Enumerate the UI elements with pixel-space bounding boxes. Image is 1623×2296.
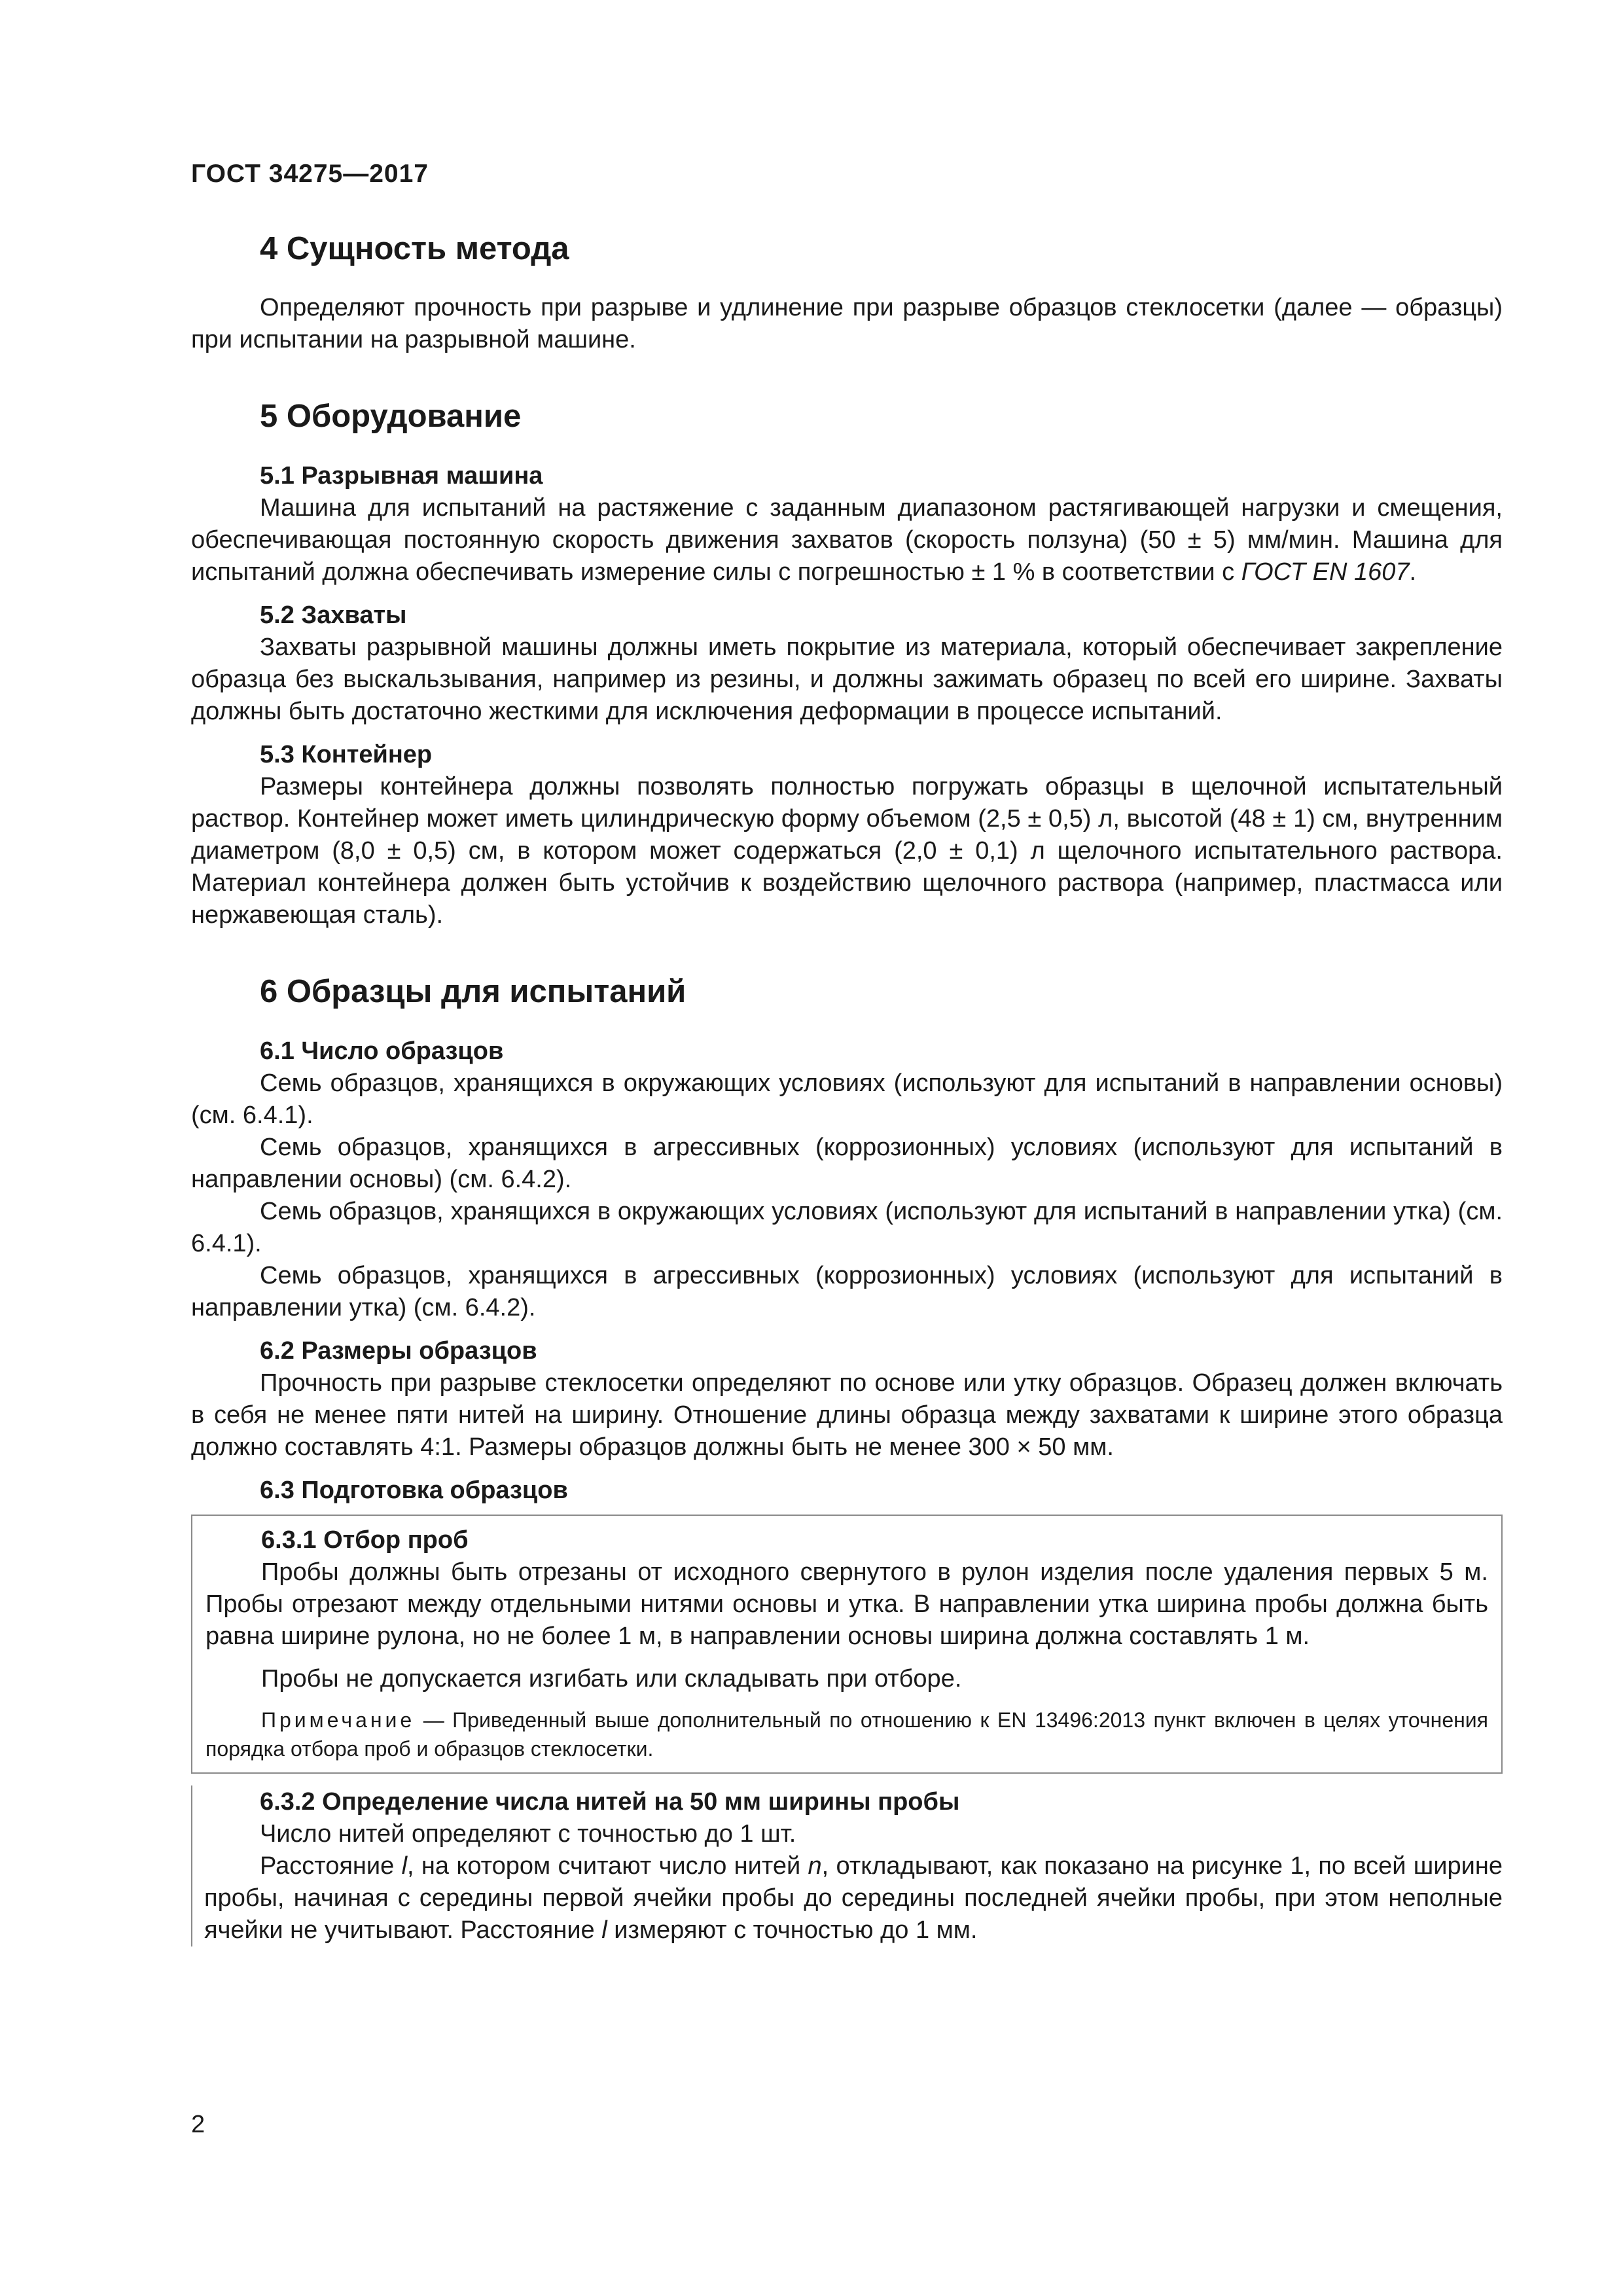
section-4-heading: 4 Сущность метода <box>260 231 569 266</box>
s632-text-b: , на котором считают число нитей <box>407 1852 808 1880</box>
note-text: — Приведенный выше дополнительный по отношению к EN 13496:2013 пункт включен в целях уточнения порядка отбора проб и образцов стеклосетки. <box>205 1708 1488 1761</box>
section-5-1-heading: 5.1 Разрывная машина <box>260 462 543 490</box>
section-5-2-paragraph: Захваты разрывной машины должны иметь покрытие из материала, который обеспечивает закрепление образца без выскальзывания, например из резины, и должны зажимать образец по всей его ширине. Захваты должны быть достаточно жесткими для исключения деформации в процессе испытаний. <box>191 634 1503 725</box>
document-body <box>191 229 1503 1946</box>
section-6-1-paragraph-4: Семь образцов, хранящихся в агрессивных (коррозионных) условиях (используют для испытаний в направлении утка) (см. 6.4.2). <box>191 1262 1503 1321</box>
section-6-2-paragraph: Прочность при разрыве стеклосетки определяют по основе или утку образцов. Образец должен включать в себя не менее пяти нитей на ширину. Отношение длины образца между захватами к ширине этого образца должно составлять 4:1. Размеры образцов должны быть не менее 300 × 50 мм. <box>191 1369 1503 1461</box>
section-6-3-2-marked-block <box>191 1785 1503 1946</box>
section-5-1-paragraph <box>191 492 1503 588</box>
section-5-2-heading: 5.2 Захваты <box>260 601 407 629</box>
section-6-1-paragraph-2: Семь образцов, хранящихся в агрессивных (коррозионных) условиях (используют для испытаний в направлении основы) (см. 6.4.2). <box>191 1134 1503 1193</box>
section-6-3-heading: 6.3 Подготовка образцов <box>260 1477 568 1504</box>
section-6-heading: 6 Образцы для испытаний <box>260 974 687 1009</box>
section-6-2-heading: 6.2 Размеры образцов <box>260 1337 537 1365</box>
section-5-3-paragraph: Размеры контейнера должны позволять полностью погружать образцы в щелочной испытательный раствор. Контейнер может иметь цилиндрическую форму объемом (2,5 ± 0,5) л, высотой (48 ± 1) см, внутренним диаметром (8,0 ± 0,5) см, в котором может содержаться (2,0 ± 0,1) л щелочного испытательного раствора. Материал контейнера должен быть устойчив к воздействию щелочного раствора (например, пластмасса или нержавеющая сталь). <box>191 773 1503 929</box>
s632-text-d: измеряют с точностью до 1 мм. <box>607 1916 978 1944</box>
s632-text-a: Расстояние <box>260 1852 402 1880</box>
var-l: l <box>401 1852 408 1880</box>
section-6-3-1-boxed-block <box>191 1515 1503 1774</box>
section-6-3-2-paragraph-2 <box>204 1850 1503 1946</box>
section-5-1-text: Машина для испытаний на растяжение с заданным диапазоном растягивающей нагрузки и смещения, обеспечивающая постоянную скорость движения захватов (скорость ползуна) (50 ± 5) мм/мин. Машина для испытаний должна обеспечивать измерение силы с погрешностью ± 1 % в соответствии с <box>191 494 1503 586</box>
page-number: 2 <box>191 2111 205 2138</box>
gost-reference: ГОСТ EN 1607 <box>1241 558 1410 586</box>
section-6-3-1-note <box>205 1706 1488 1763</box>
section-5-heading: 5 Оборудование <box>260 399 522 434</box>
s632-text-c: , откладывают, как показано на рисунке 1, по всей ширине пробы, начиная с середины первой ячейки пробы до середины последней ячейки пробы, при этом неполные ячейки не учитывают. Расстояние <box>204 1852 1503 1944</box>
document-header: ГОСТ 34275—2017 <box>191 160 429 188</box>
section-6-3-2-heading: 6.3.2 Определение числа нитей на 50 мм ширины пробы <box>260 1788 960 1816</box>
section-6-1-paragraph-3: Семь образцов, хранящихся в окружающих условиях (используют для испытаний в направлении утка) (см. 6.4.1). <box>191 1198 1503 1257</box>
section-5-3-heading: 5.3 Контейнер <box>260 741 433 768</box>
section-6-1-paragraph-1: Семь образцов, хранящихся в окружающих условиях (используют для испытаний в направлении основы) (см. 6.4.1). <box>191 1069 1503 1129</box>
section-6-3-1-paragraph-1: Пробы должны быть отрезаны от исходного свернутого в рулон изделия после удаления первых 5 м. Пробы отрезают между отдельными нитями основы и утка. В направлении утка ширина пробы должна быть равна ширине рулона, но не более 1 м, в направлении основы ширина должна составлять 1 м. <box>205 1558 1488 1650</box>
note-label: Примечание <box>261 1708 416 1732</box>
section-4-paragraph: Определяют прочность при разрыве и удлинение при разрыве образцов стеклосетки (далее — образцы) при испытании на разрывной машине. <box>191 294 1503 353</box>
var-n: n <box>808 1852 822 1880</box>
section-6-3-1-paragraph-2: Пробы не допускается изгибать или складывать при отборе. <box>261 1665 962 1693</box>
section-6-1-heading: 6.1 Число образцов <box>260 1037 504 1065</box>
var-l-2: l <box>601 1916 607 1944</box>
section-6-3-2-paragraph-1: Число нитей определяют с точностью до 1 шт. <box>260 1820 796 1848</box>
section-5-1-end: . <box>1409 558 1417 586</box>
section-6-3-1-heading: 6.3.1 Отбор проб <box>261 1526 469 1554</box>
